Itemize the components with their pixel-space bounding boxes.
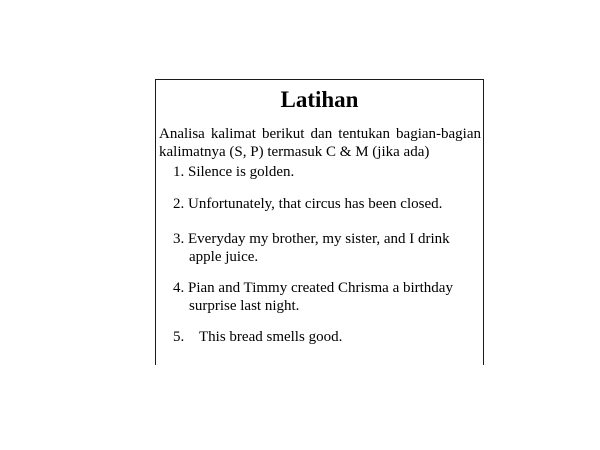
instruction-line-1: Analisa kalimat berikut dan tentukan bagian-bagian <box>159 126 481 142</box>
item-text: Unfortunately, that circus has been closed. <box>188 196 443 212</box>
list-item <box>173 328 342 346</box>
exercise-panel <box>155 79 484 365</box>
instruction-text <box>159 125 481 161</box>
page-title: Latihan <box>280 87 359 112</box>
list-item <box>173 279 453 315</box>
item-text: This bread smells good. <box>199 329 343 345</box>
item-text: Pian and Timmy created Chrisma a birthday <box>188 280 453 296</box>
item-text-continuation: apple juice. <box>189 249 259 265</box>
item-number: 2. <box>173 196 185 212</box>
item-number: 4. <box>173 280 185 296</box>
item-number: 5. <box>173 329 185 345</box>
list-item <box>173 230 450 266</box>
item-text: Silence is golden. <box>188 164 295 180</box>
list-item <box>173 195 442 213</box>
instruction-line-2: kalimatnya (S, P) termasuk C & M (jika ada) <box>159 144 430 160</box>
item-text: Everyday my brother, my sister, and I drink <box>188 231 450 247</box>
item-text-continuation: surprise last night. <box>189 298 300 314</box>
item-number: 3. <box>173 231 185 247</box>
list-item <box>173 163 294 181</box>
item-number: 1. <box>173 164 185 180</box>
